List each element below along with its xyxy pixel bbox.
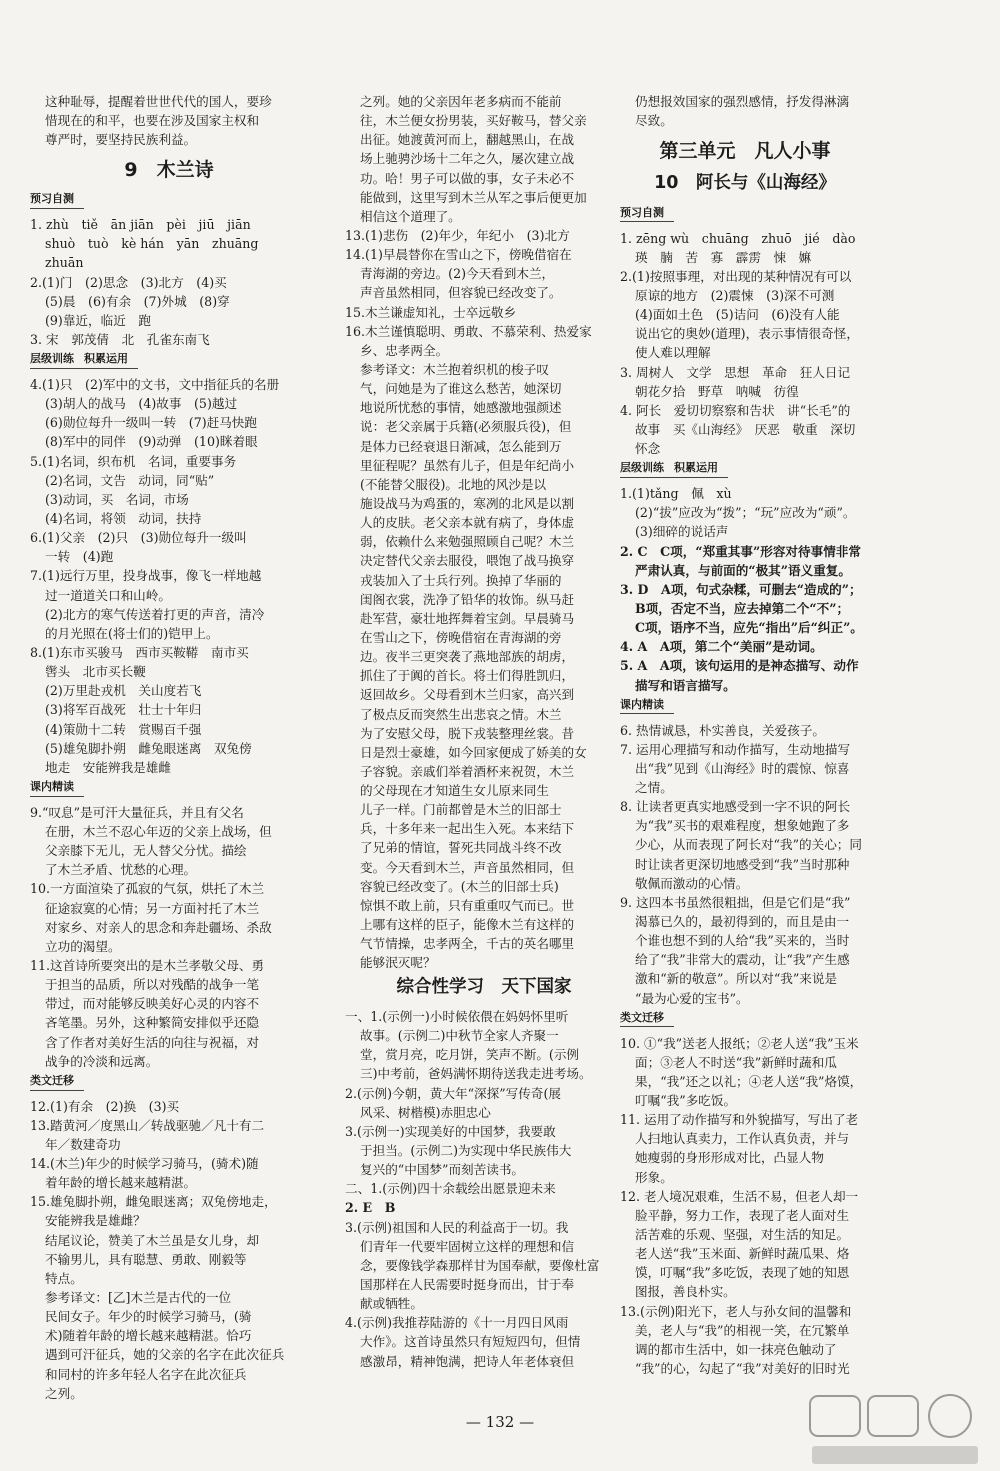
text-line: 抓住了于阗的首长。将士们得胜凯归， [360,668,575,684]
text-line: 11.这首诗所要突出的是木兰孝敬父母、勇 [30,957,265,973]
text-line: 7.(1)远行万里，投身战事，像飞一样地越 [30,568,262,584]
text-line: 带过，而对能够反映美好心灵的内容不 [45,996,260,1012]
text-line: 2.(1)按照事理，对出现的某种情况有可以 [620,268,852,284]
text-line: 7. 运用心理描写和动作描写，生动地描写 [620,741,851,757]
text-line: 9. 这四本书虽然很粗拙，但是它们是“我” [620,894,851,910]
section-tag: 类文迁移 [620,1010,674,1028]
section-heading: 综合性学习 天下国家 [396,977,572,998]
section-tag: 层级训练 [620,460,674,478]
text-line: 在雪山之下，傍晚借宿在青海湖的旁 [360,629,562,645]
text-line: 惊惧不敢上前，只有重重叹气而已。世 [360,897,575,913]
text-line: 为“我”买书的艰难程度，想象她跑了多 [635,818,850,834]
text-line: 惜现在的和平，也要在涉及国家主权和 [45,113,260,129]
text-line: 脸平静，努力工作，表现了老人面对生 [635,1207,850,1223]
text-line: 不输男儿，具有聪慧、勇敢、刚毅等 [45,1251,247,1267]
text-line: 二、1.(示例)四十余载绘出愿景迎未来 [345,1181,556,1197]
text-line: 的父母现在才知道生女儿原来同生 [360,783,549,799]
text-line: 4. 阿长 爱切切察察和告状 讲“长毛”的 [620,402,851,418]
text-line: 了极点反而突然生出悲哀之情。木兰 [360,706,562,722]
text-line: 征途寂寞的心情；另一方面衬托了木兰 [45,900,260,916]
text-line: 朝花夕拾 野草 呐喊 彷徨 [635,383,799,399]
text-line: 活苦难的乐观、坚强，对生活的知足。 [635,1226,850,1242]
text-line: 13.(1)悲伤 (2)年少，年纪小 (3)北方 [345,227,570,243]
text-line: 青海湖的旁边。(2)今天看到木兰， [360,266,555,282]
text-line: 着年龄的增长越来越精湛。 [45,1175,197,1191]
text-line: 8.(1)东市买骏马 西市买鞍鞯 南市买 [30,644,249,660]
section-tag: 类文迁移 [30,1073,84,1091]
text-line: 吝笔墨。另外，这种繁简安排似乎还隐 [45,1015,260,1031]
section-heading: 10 阿长与《山海经》 [654,173,836,194]
text-line: (8)军中的同伴 (9)动弹 (10)眯着眼 [45,434,258,450]
text-line: 父亲膝下无儿，无人替父分忧。描绘 [45,843,247,859]
text-line: 原谅的地方 (2)震悚 (3)深不可测 [635,288,835,304]
text-line: 大作》。这首诗虽然只有短短四句，但情 [360,1334,581,1350]
text-line: 了木兰矛盾、忧愁的心理。 [45,862,197,878]
text-line: 地走 安能辨我是雄雌 [45,759,171,775]
section-tag: 层级训练 [30,351,84,369]
text-line: 怀念 [635,441,661,457]
text-line: 面；③老人不时送“我”新鲜时蔬和瓜 [635,1054,837,1070]
text-line: 戎装加入了士兵行列。换掉了华丽的 [360,572,562,588]
text-line: 2. E B [345,1200,396,1216]
text-line: 为了安慰父母，脱下戎装整理丝裳。昔 [360,725,575,741]
text-line: 声音虽然相同，但容貌已经改变了。 [360,285,562,301]
text-line: “最为心爱的宝书”。 [635,990,749,1006]
text-line: 1. zhù tiě ān jiān pèi jiū jiān [30,217,251,233]
text-line: 10.一方面渲染了孤寂的气氛，烘托了木兰 [30,881,265,897]
text-line: 2. C C项，“郑重其事”形容对待事情非常 [620,543,861,559]
text-line: 过一道道关口和山岭。 [45,587,171,603]
text-line: (3)胡人的战马 (4)故事 (5)越过 [45,396,238,412]
text-line: (6)勋位每升一级叫一转 (7)赶马快跑 [45,415,257,431]
text-line: 之列。 [45,1385,83,1401]
text-line: (9)靠近，临近 跑 [45,312,151,328]
text-line: 念，要像钱学森那样甘为国奉献，要像杜富 [360,1257,600,1273]
text-line: 1. zēng wù chuāng zhuō jié dào [620,230,856,246]
text-line: 故事 买《山海经》 厌恶 敬重 深切 [635,422,856,438]
text-line: 敬佩而激动的心情。 [635,875,749,891]
text-line: 一、1.(示例一)小时候依偎在妈妈怀里听 [345,1009,569,1025]
text-line: 结尾议论，赞美了木兰虽是女儿身，却 [45,1232,260,1248]
text-line: 含了作者对美好生活的向往与祝福，对 [45,1034,260,1050]
text-line: 一转 (4)跑 [45,549,114,565]
column-left [30,92,308,1403]
text-line: 个谁也想不到的人给“我”买来的，当时 [635,933,850,949]
text-line: 这种耻辱，提醒着世世代代的国人，要珍 [45,94,272,109]
text-line: 15.木兰谦虚知礼，士卒远敬乡 [345,304,517,320]
text-line: 场上驰骋沙场十二年之久，屡次建立战 [360,151,575,167]
text-line: 遇到可汗征兵，她的父亲的名字在此次征兵 [45,1347,285,1363]
text-line: zhuān [45,255,84,271]
section-tag: 课内精读 [30,779,84,797]
text-line: 兵，十多年来一起出生入死。本来结下 [360,821,575,837]
text-line: 4.(示例)我推荐陆游的《十一月四日风雨 [345,1315,569,1331]
text-line: 6.(1)父亲 (2)只 (3)勋位每升一级叫 [30,530,247,546]
text-line: 边。夜半三更突袭了燕地部族的胡虏， [360,649,575,665]
text-line: 13.踏黄河／度黑山／转战驱驰／凡十有二 [30,1117,265,1133]
text-line: 严肃认真，与前面的“极其”语义重复。 [635,562,851,578]
text-line: 人扫地认真卖力，工作认真负责，并与 [635,1131,850,1147]
text-line: 美，老人与“我”的相视一笑，在冗繁单 [635,1322,850,1338]
text-line: 4.(1)只 (2)军中的文书，文中指征兵的名册 [30,377,280,392]
text-line: 民间女子。年少的时候学习骑马，(骑 [45,1309,252,1325]
text-line: 年／数建奇功 [45,1136,121,1152]
text-line: 特点。 [45,1270,83,1286]
text-line: 里征程呢？虽然有儿子，但是年纪尚小 [360,457,575,473]
text-line: 往，木兰便女扮男装，买好鞍马，替父亲 [360,113,587,129]
text-line: (5)晨 (6)有余 (7)外城 (8)穿 [45,293,230,309]
text-line: 闺阁衣裳，洗净了铅华的妆饰。纵马赶 [360,591,575,607]
text-line: 人的皮肤。老父亲本就有病了，身体虚 [360,515,575,531]
text-line: 是体力已经衰退日渐减，怎么能到万 [360,438,562,454]
text-line: 感激昂，精神饱满，把诗人年老体衰但 [360,1353,575,1369]
text-line: 她瘦弱的身形形成对比，凸显人物 [635,1150,824,1166]
text-line: 3.(示例一)实现美好的中国梦，我要敢 [345,1123,556,1139]
text-line: 15.雄兔脚扑朔，雌兔眼迷离；双兔傍地走， [30,1194,277,1210]
text-line: 于担当。(示例二)为实现中华民族伟大 [360,1143,572,1159]
text-line: 和同村的许多年轻人名字在此次征兵 [45,1366,247,1382]
section-tag: 积累运用 [674,460,728,478]
text-line: 5.(1)名词，织布机 名词，重要事务 [30,453,237,469]
text-line: 气，问她是为了谁这么愁苦，她深切 [360,381,562,397]
text-line: 容貌已经改变了。(木兰的旧部士兵) [360,878,559,894]
text-line: 安能辨我是雄雌？ [45,1213,146,1229]
text-line: 施设战马为鸡蛋的，寒冽的北风是以割 [360,495,575,511]
text-line: 说出它的奥妙(道理)，表示事情很奇怪， [635,326,859,342]
text-line: 尽致。 [635,113,673,129]
text-line: (4)策勋十二转 赏赐百千强 [45,721,202,737]
text-line: 们青年一代要牢固树立这样的理想和信 [360,1238,575,1254]
text-line: 4. A A项，第二个“美丽”是动词。 [620,639,823,655]
text-line: (4)名词，将领 动词，扶持 [45,510,202,526]
text-line: 瑛 腩 苦 寡 霹雳 悚 嫲 [635,249,812,265]
text-line: 激和“新的敬意”。所以对“我”来说是 [635,971,838,987]
text-line: 乡、忠孝两全。 [360,342,449,358]
page-number: — 132 — [465,1413,535,1431]
text-line: 之列。她的父亲因年老多病而不能前 [360,94,562,109]
text-line: 国那样在人民需要时挺身而出，甘于奉 [360,1277,575,1293]
section-heading: 第三单元 凡人小事 [659,140,831,163]
text-line: 出“我”见到《山海经》时的震惊、惊喜 [635,760,850,776]
text-line: 对家乡、对亲人的思念和奔赴疆场、杀敌 [45,919,272,935]
text-line: 在册，木兰不忍心年迈的父亲上战场，但 [45,823,272,839]
text-line: shuò tuò kè hán yān zhuāng [45,236,259,252]
text-line: 5. A A项，该句运用的是神态描写、动作 [620,658,859,674]
column-right [620,92,870,1378]
text-line: 子容貌。亲戚们举着酒杯来祝贺，木兰 [360,763,575,779]
section-tag: 积累运用 [84,351,138,369]
text-line: 馍，叮嘱“我”多吃饭，表现了她的知恩 [635,1265,850,1281]
text-line: (2)名词，文告 动词，同“贴” [45,472,215,488]
text-line: 果，“我”还之以礼；④老人送“我”烙馍， [635,1073,863,1089]
text-line: 返回故乡。父母看到木兰归家，高兴到 [360,687,575,703]
text-line: 图报，善良朴实。 [635,1284,736,1300]
text-line: 上哪有这样的臣子，能像木兰有这样的 [360,917,575,933]
text-line: 3. 周树人 文学 思想 革命 狂人日记 [620,364,851,380]
text-line: (3)细碎的说话声 [635,524,729,540]
text-line: 少心，从而表现了阿长对“我”的关心；同 [635,837,862,853]
text-line: 堂，赏月亮，吃月饼，笑声不断。(示例 [360,1047,580,1063]
text-line: 能够泯灭呢？ [360,955,436,971]
text-line: 仍想报效国家的强烈感情，抒发得淋漓 [635,94,850,109]
text-line: 故事。(示例二)中秋节全家人齐聚一 [360,1028,559,1044]
text-line: 之情。 [635,779,673,795]
text-line: 辔头 北市买长鞭 [45,664,146,680]
watermark-logo [800,1390,990,1468]
text-line: 决定替代父亲去服役，喂饱了战马换穿 [360,553,575,569]
text-line: 13.(示例)阳光下，老人与孙女间的温馨和 [620,1303,852,1319]
text-line: (2)北方的寒气传送着打更的声音，清冷 [45,606,265,622]
text-line: 日是烈士豪雄，如今回家便成了娇美的女 [360,744,587,760]
section-tag: 预习自测 [30,191,84,209]
text-line: C项，语序不当，应先“指出”后“纠正”。 [635,620,863,636]
text-line: 风采、树楷模)赤胆忠心 [360,1104,491,1120]
text-line: 尊严时，要坚持民族利益。 [45,132,197,148]
text-line: 11. 运用了动作描写和外貌描写，写出了老 [620,1112,859,1128]
text-line: 战争的冷淡和远离。 [45,1053,159,1069]
text-line: 了兄弟的情谊，誓死共同战斗终不改 [360,840,562,856]
text-line: (4)面如土色 (5)诘问 (6)没有人能 [635,307,840,323]
text-line: 说：老父亲属于兵籍(必须服兵役)，但 [360,419,572,435]
text-line: 3.(示例)祖国和人民的利益高于一切。我 [345,1219,569,1235]
text-line: 于担当的品质，所以对残酷的战争一笔 [45,977,260,993]
text-line: (2)“拔”应改为“拨”；“玩”应改为“顽”。 [635,505,856,521]
text-line: 老人送“我”玉米面、新鲜时蔬瓜果、烙 [635,1246,850,1262]
text-line: 儿子一样。门前都曾是木兰的旧部士 [360,802,562,818]
text-line: (不能替父服役)。北地的风沙是以 [360,476,547,492]
text-line: 描写和语言描写。 [635,677,736,693]
text-line: 14.(木兰)年少的时候学习骑马，(骑术)随 [30,1156,259,1172]
text-line: 叮嘱“我”多吃饭。 [635,1092,737,1108]
text-line: 10. ①“我”送老人报纸；②老人送“我”玉米 [620,1035,859,1051]
text-line: 12. 老人境况艰难，生活不易，但老人却一 [620,1188,859,1204]
text-line: 给了“我”非常大的震动，让“我”产生感 [635,952,850,968]
text-line: 功。哈！男子可以做的事，女子未必不 [360,170,575,186]
text-line: 形象。 [635,1169,673,1185]
column-middle [345,92,623,1371]
text-line: 8. 让读者更真实地感受到一字不识的阿长 [620,799,851,815]
text-line: 弱，依赖什么来勉强照顾自己呢？木兰 [360,534,575,550]
text-line: 时让读者更深切地感受到“我”当时那种 [635,856,850,872]
text-line: 渴慕已久的，最初得到的，而且是由一 [635,913,850,929]
section-tag: 课内精读 [620,697,674,715]
text-line: 6. 热情诚恳，朴实善良，关爱孩子。 [620,722,825,738]
text-line: 相信这个道理了。 [360,208,461,224]
text-line: 3. 宋 郭茂倩 北 孔雀东南飞 [30,332,210,347]
text-line: 复兴的“中国梦”而刻苦读书。 [360,1162,525,1178]
text-line: B项，否定不当，应去掉第二个“不”； [635,601,850,616]
text-line: 献或牺牲。 [360,1296,423,1312]
text-line: 的月光照在(将士们的)铠甲上。 [45,625,219,641]
text-line: 12.(1)有余 (2)换 (3)买 [30,1098,180,1114]
text-line: 能做到，这里写到木兰从军之事后便更加 [360,189,587,205]
text-line: 2.(1)门 (2)思念 (3)北方 (4)买 [30,274,227,290]
text-line: 3. D A项，句式杂糅，可删去“造成的”； [620,581,862,597]
text-line: 16.木兰谨慎聪明、勇敢、不慕荣利、热爱家 [345,323,592,339]
text-line: 出征。她渡黄河而上，翻越黑山，在战 [360,132,575,148]
text-line: 术)随着年龄的增长越来越精湛。恰巧 [45,1328,252,1344]
text-line: 调的都市生活中，如一抹亮色触动了 [635,1341,837,1357]
text-line: 立功的渴望。 [45,938,121,954]
text-line: 气节情操，忠孝两全，千古的英名哪里 [360,936,575,952]
text-line: 赴军营，豪壮地挥舞着宝剑。早晨骑马 [360,610,575,626]
text-line: 使人难以理解 [635,345,711,361]
text-line: (2)万里赴戎机 关山度若飞 [45,683,202,699]
text-line: 2.(示例)今朝，黄大年“深探”写传奇(展 [345,1085,561,1101]
section-heading: 9 木兰诗 [124,159,214,182]
text-line: 变。今天看到木兰，声音虽然相同，但 [360,859,575,875]
text-line: (5)雄兔脚扑朔 雌兔眼迷离 双兔傍 [45,740,252,756]
text-line: 14.(1)早晨替你在雪山之下，傍晚借宿在 [345,247,572,263]
text-line: (3)动词，买 名词，市场 [45,491,189,507]
text-line: (3)将军百战死 壮士十年归 [45,702,202,718]
text-line: 三)中考前，爸妈满怀期待送我走进考场。 [360,1066,592,1082]
text-line: 1.(1)tǎng 佩 xù [620,486,732,502]
text-line: 9.“叹息”是可汗大量征兵，并且有父名 [30,804,244,820]
text-line: 参考译文：木兰抱着织机的梭子叹 [360,361,549,377]
text-line: 参考译文：[乙]木兰是古代的一位 [45,1290,232,1306]
text-line: 地说所忧愁的事情，她感激地强颜述 [360,400,562,416]
section-tag: 预习自测 [620,205,674,223]
text-line: “我”的心，勾起了“我”对美好的旧时光 [635,1360,850,1376]
